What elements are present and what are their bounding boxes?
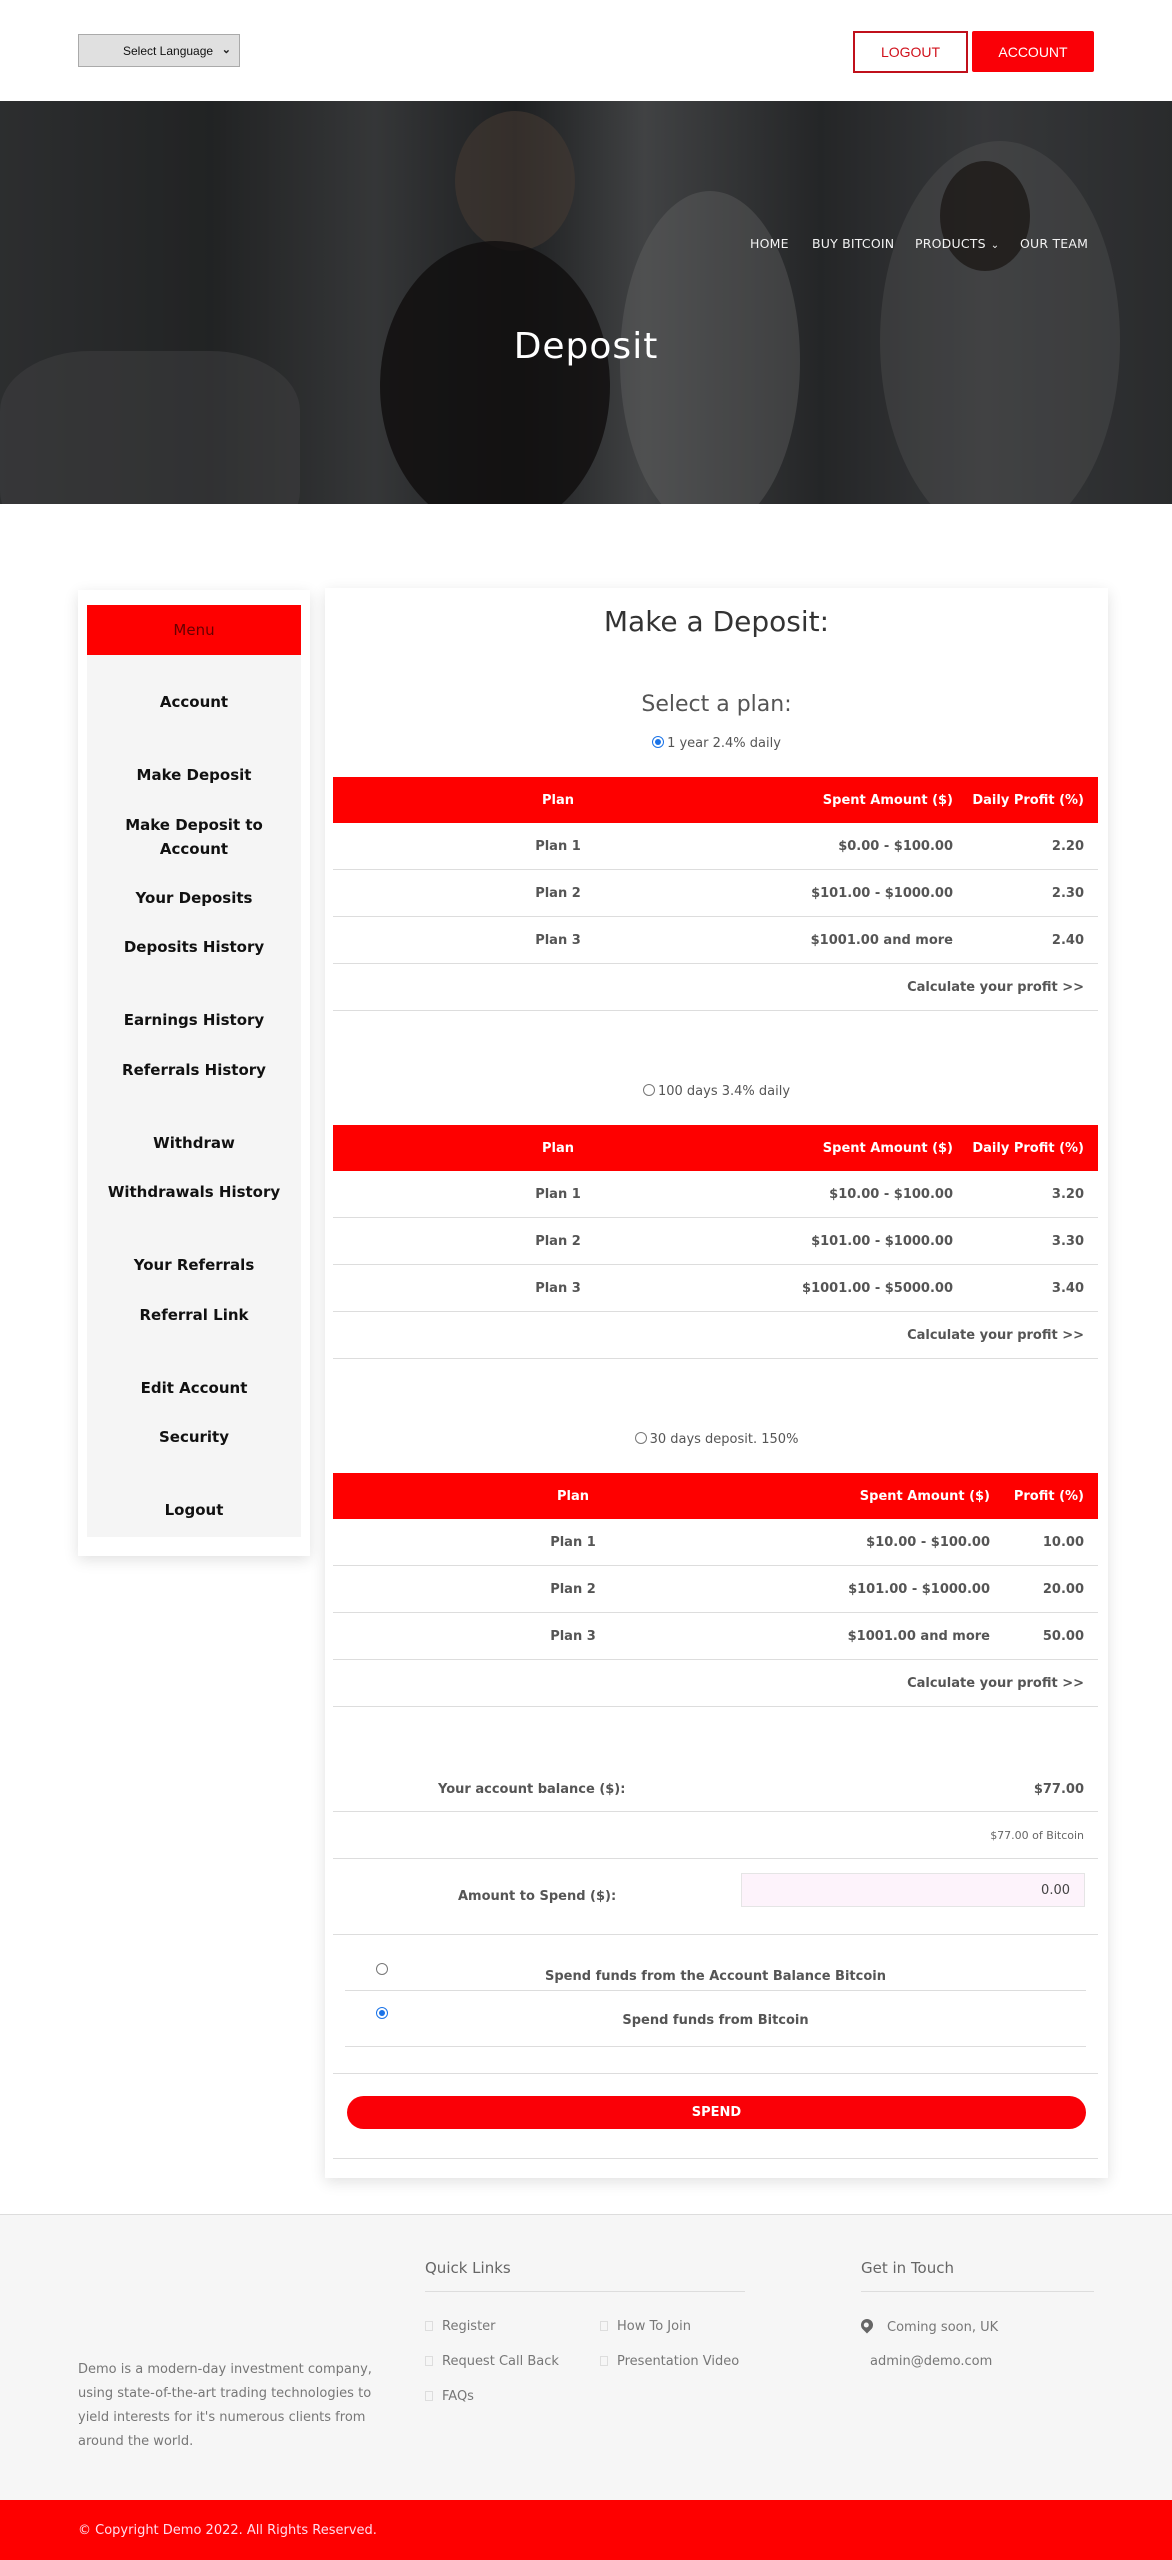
cell-amount: $10.00 - $100.00 [829, 1186, 953, 1202]
calc-row [333, 1660, 1098, 1707]
sidebar-item-withdraw[interactable]: Withdraw [153, 1134, 235, 1152]
link-bullet-icon [425, 2321, 433, 2331]
footer-link-faqs[interactable] [425, 2389, 474, 2404]
source-label: Spend funds from the Account Balance Bitcoin [545, 1969, 886, 1984]
sidebar-item-account[interactable]: Account [159, 693, 229, 711]
header-spent-amount: Spent Amount ($) [822, 1140, 953, 1156]
table-header [333, 1125, 1098, 1171]
form-title: Make a Deposit: [603, 605, 830, 638]
cell-amount: $10.00 - $100.00 [866, 1534, 990, 1550]
contact-title: Get in Touch [861, 2259, 954, 2277]
footer-link-how-to-join[interactable] [600, 2319, 691, 2334]
header-plan: Plan [556, 1488, 589, 1504]
cell-profit: 2.20 [1051, 838, 1084, 854]
plan-radio-1[interactable] [652, 736, 664, 748]
link-label: Presentation Video [617, 2354, 740, 2369]
cell-plan: Plan 3 [535, 1280, 581, 1296]
cell-plan: Plan 1 [550, 1534, 596, 1550]
map-pin-icon [859, 2317, 876, 2334]
plan-radio-2[interactable] [643, 1084, 655, 1096]
chevron-down-icon: ⌄ [990, 240, 1000, 251]
table-row [333, 1265, 1098, 1312]
table-row [333, 1519, 1098, 1566]
cell-amount: $1001.00 and more [847, 1628, 990, 1644]
amount-label: Amount to Spend ($): [458, 1889, 617, 1904]
copyright-bar [0, 2500, 1172, 2560]
cell-profit: 2.30 [1051, 885, 1084, 901]
plan-option-3[interactable] [325, 1432, 1108, 1447]
divider [425, 2291, 745, 2292]
cell-profit: 3.30 [1051, 1233, 1084, 1249]
table-header [333, 1473, 1098, 1519]
sidebar-item-edit-account[interactable]: Edit Account [140, 1379, 248, 1397]
contact-email[interactable]: admin@demo.com [870, 2354, 993, 2369]
menu-header: Menu [87, 605, 301, 655]
nav-home[interactable]: HOME [750, 236, 789, 251]
cell-amount: $101.00 - $1000.00 [811, 1233, 953, 1249]
cell-profit: 20.00 [1042, 1581, 1084, 1597]
cell-amount: $1001.00 and more [810, 932, 953, 948]
logout-button[interactable]: LOGOUT [853, 31, 968, 73]
plan-option-label: 100 days 3.4% daily [657, 1084, 791, 1099]
nav-products-label: PRODUCTS [915, 236, 986, 251]
chevron-down-icon: ⌄ [221, 44, 231, 56]
calc-row [333, 1312, 1098, 1359]
sidebar-item-referrals-history[interactable]: Referrals History [122, 1061, 266, 1079]
sidebar-item-make-deposit-to-account[interactable]: Make Deposit to Account [125, 816, 263, 858]
sidebar-item-withdrawals-history[interactable]: Withdrawals History [107, 1183, 281, 1201]
plan-table-1 [333, 777, 1098, 1011]
footer-link-register[interactable] [425, 2319, 496, 2334]
select-plan-heading: Select a plan: [641, 692, 792, 717]
link-label: FAQs [442, 2389, 474, 2404]
sidebar-item-referral-link[interactable]: Referral Link [139, 1306, 249, 1324]
plan-option-label: 1 year 2.4% daily [667, 736, 781, 751]
plan-option-1[interactable] [325, 736, 1108, 751]
hero-banner [0, 101, 1172, 504]
source-option-1[interactable] [345, 1935, 1086, 1991]
quick-links-title: Quick Links [425, 2259, 511, 2277]
footer-link-presentation-video[interactable] [600, 2354, 739, 2369]
header-plan: Plan [541, 792, 574, 808]
cell-plan: Plan 1 [535, 838, 581, 854]
footer-link-request-call-back[interactable] [425, 2354, 559, 2369]
plan-table-2 [333, 1125, 1098, 1359]
cell-amount: $101.00 - $1000.00 [811, 885, 953, 901]
balance-label: Your account balance ($): [438, 1781, 626, 1797]
header-spent-amount: Spent Amount ($) [822, 792, 953, 808]
header-spent-amount: Spent Amount ($) [859, 1488, 990, 1504]
divider [861, 2291, 1094, 2292]
cell-plan: Plan 2 [535, 1233, 581, 1249]
link-bullet-icon [600, 2356, 608, 2366]
cell-profit: 50.00 [1042, 1628, 1084, 1644]
sidebar-item-logout[interactable]: Logout [164, 1501, 224, 1519]
calc-row [333, 964, 1098, 1011]
sidebar-item-security[interactable]: Security [158, 1428, 230, 1446]
source-option-2[interactable] [345, 1991, 1086, 2047]
divider [333, 2073, 1098, 2074]
language-select[interactable] [78, 34, 240, 67]
cell-amount: $101.00 - $1000.00 [848, 1581, 990, 1597]
calculate-profit-link[interactable]: Calculate your profit >> [907, 1675, 1084, 1691]
cell-amount: $0.00 - $100.00 [838, 838, 953, 854]
cell-profit: 3.40 [1051, 1280, 1084, 1296]
divider [333, 2158, 1098, 2159]
cell-profit: 2.40 [1051, 932, 1084, 948]
table-row [333, 1566, 1098, 1613]
top-bar [0, 0, 1172, 101]
cell-plan: Plan 3 [535, 932, 581, 948]
link-bullet-icon [600, 2321, 608, 2331]
amount-row [333, 1859, 1098, 1935]
link-bullet-icon [425, 2391, 433, 2401]
table-row [333, 823, 1098, 870]
calculate-profit-link[interactable]: Calculate your profit >> [907, 979, 1084, 995]
cell-plan: Plan 1 [535, 1186, 581, 1202]
cell-profit: 10.00 [1042, 1534, 1084, 1550]
cell-plan: Plan 2 [550, 1581, 596, 1597]
cell-amount: $1001.00 - $5000.00 [802, 1280, 953, 1296]
plan-table-3 [333, 1473, 1098, 1707]
sidebar-item-your-referrals[interactable]: Your Referrals [133, 1256, 255, 1274]
main-nav [0, 236, 1172, 256]
header-profit: Profit (%) [1013, 1488, 1084, 1504]
bitcoin-balance-row [333, 1812, 1098, 1859]
table-row [333, 1171, 1098, 1218]
sidebar-item-earnings-history[interactable]: Earnings History [123, 1011, 265, 1029]
account-button[interactable]: ACCOUNT [972, 31, 1094, 72]
sidebar-item-deposits-history[interactable]: Deposits History [123, 938, 265, 956]
calculate-profit-link[interactable]: Calculate your profit >> [907, 1327, 1084, 1343]
link-label: How To Join [617, 2319, 691, 2334]
nav-our-team[interactable]: OUR TEAM [1020, 236, 1089, 251]
bitcoin-balance-note: $77.00 of Bitcoin [990, 1828, 1084, 1842]
contact-address [861, 2319, 998, 2335]
copyright-text: © Copyright Demo 2022. All Rights Reserved. [78, 2522, 377, 2538]
link-label: Request Call Back [442, 2354, 559, 2369]
cell-plan: Plan 2 [535, 885, 581, 901]
nav-products[interactable] [915, 236, 999, 251]
address-text: Coming soon, UK [887, 2320, 999, 2335]
footer-about-text: Demo is a modern-day investment company, using state-of-the-art trading technologies to yield interests for it's numerous clients from around the world. [78, 2362, 372, 2449]
cell-plan: Plan 3 [550, 1628, 596, 1644]
plan-option-2[interactable] [325, 1084, 1108, 1099]
table-row [333, 1218, 1098, 1265]
sidebar-item-make-deposit[interactable]: Make Deposit [136, 766, 252, 784]
nav-buy-bitcoin[interactable]: BUY BITCOIN [812, 236, 895, 251]
amount-input[interactable] [741, 1873, 1085, 1907]
account-balance-row [333, 1781, 1098, 1812]
table-header [333, 777, 1098, 823]
sidebar-item-your-deposits[interactable]: Your Deposits [135, 889, 253, 907]
deposit-form-card [325, 588, 1108, 2178]
table-row [333, 917, 1098, 964]
footer [0, 2214, 1172, 2500]
header-profit: Daily Profit (%) [972, 792, 1084, 808]
hero-overlay [0, 101, 1172, 504]
plan-radio-3[interactable] [635, 1432, 647, 1444]
link-bullet-icon [425, 2356, 433, 2366]
balance-value: $77.00 [1033, 1781, 1084, 1797]
header-plan: Plan [541, 1140, 574, 1156]
page-title: Deposit [513, 326, 659, 367]
language-select-value: Select Language [123, 43, 214, 58]
plan-option-label: 30 days deposit. 150% [649, 1432, 799, 1447]
table-row [333, 870, 1098, 917]
table-row [333, 1613, 1098, 1660]
sidebar [78, 590, 310, 1556]
sidebar-menu [87, 605, 301, 1537]
header-profit: Daily Profit (%) [972, 1140, 1084, 1156]
source-label: Spend funds from Bitcoin [622, 2013, 809, 2028]
link-label: Register [442, 2319, 496, 2334]
cell-profit: 3.20 [1051, 1186, 1084, 1202]
spend-button[interactable]: SPEND [347, 2096, 1086, 2129]
